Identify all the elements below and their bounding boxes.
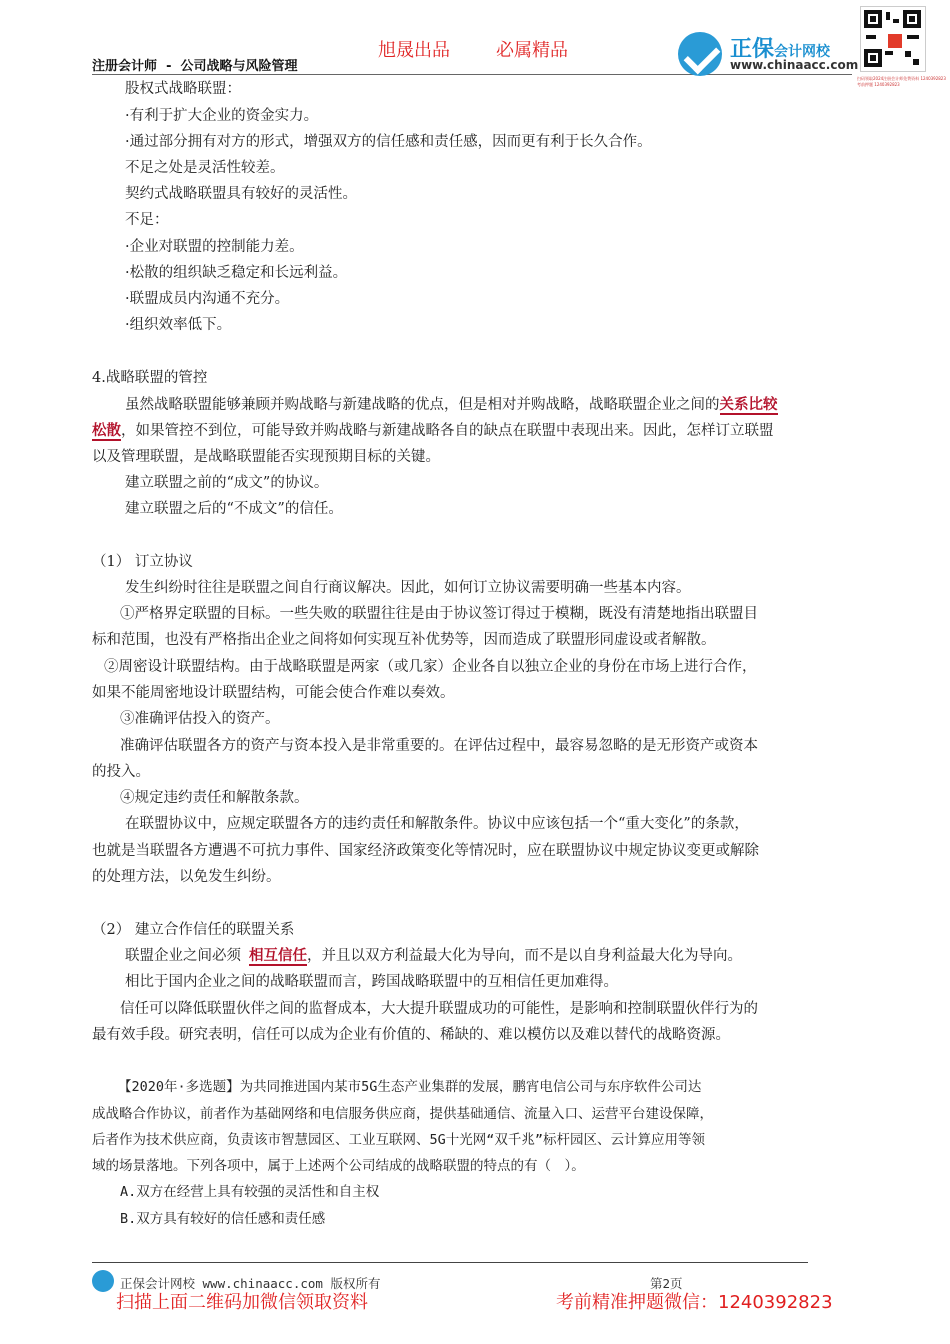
list-item: ·有利于扩大企业的资金实力。	[125, 108, 319, 124]
highlight-term: 关系比较	[719, 396, 778, 413]
option-b: B.双方具有较好的信任感和责任感	[120, 1211, 326, 1227]
subsection-title: （2） 建立合作信任的联盟关系	[92, 922, 295, 938]
logo-sub: 会计网校	[774, 44, 831, 60]
promo-left: 扫描上面二维码加微信领取资料	[116, 1292, 368, 1313]
footer-copyright: 正保会计网校 www.chinaacc.com 版权所有	[120, 1276, 381, 1291]
exam-question: 后者作为技术供应商，负责该市智慧园区、工业互联网、5G十光网“双千兆”标杆园区、云计算应用等领	[92, 1132, 706, 1148]
chinaacc-logo	[678, 28, 863, 78]
paragraph: 标和范围，也没有严格指出企业之间将如何实现互补优势等，因而造成了联盟形同虚设或者解散。	[92, 632, 716, 648]
paragraph: 的投入。	[92, 764, 150, 780]
paragraph: 准确评估联盟各方的资产与资本投入是非常重要的。在评估过程中，最容易忽略的是无形资产或资本	[120, 738, 758, 754]
paragraph: 虽然战略联盟能够兼顾并购战略与新建战略的优点，但是相对并购战略，战略联盟企业之间的关系比较	[125, 396, 778, 413]
highlight-term: 相互信任	[249, 947, 307, 964]
paragraph: ④规定违约责任和解散条款。	[120, 790, 309, 806]
paragraph: ②周密设计联盟结构。由于战略联盟是两家（或几家）企业各自以独立企业的身份在市场上进行合作，	[104, 659, 757, 675]
slogan-right: 必属精品	[496, 40, 568, 61]
logo-name: 正保	[730, 37, 775, 62]
paragraph: 如果不能周密地设计联盟结构，可能会使合作难以奏效。	[92, 685, 455, 701]
highlight-term: 松散	[92, 422, 121, 439]
logo-url: www.chinaacc.com	[730, 58, 859, 72]
equity-alliance-heading: 股权式战略联盟：	[125, 81, 241, 97]
qr-code-icon	[860, 6, 926, 72]
paragraph: 建立联盟之后的“不成文”的信任。	[125, 501, 343, 517]
list-item: ·松散的组织缺乏稳定和长远利益。	[125, 265, 348, 281]
paragraph: 松散，如果管控不到位，可能导致并购战略与新建战略各自的缺点在联盟中表现出来。因此，怎样订立联盟	[92, 422, 774, 439]
qr-caption: 扫码领取2024注册会计师免费资料 1240392823 考前押题 1240392823	[857, 76, 946, 87]
paragraph: 契约式战略联盟具有较好的灵活性。	[125, 186, 357, 202]
logo-check-icon	[678, 32, 722, 76]
slogan-left: 旭晟出品	[378, 40, 450, 61]
option-a: A.双方在经营上具有较强的灵活性和自主权	[120, 1184, 380, 1200]
page-number: 第2页	[650, 1276, 683, 1291]
exam-question: 成战略合作协议，前者作为基础网络和电信服务供应商，提供基础通信、流量入口、运营平台建设保障，	[92, 1106, 713, 1122]
paragraph: 联盟企业之间必须 相互信任，并且以双方利益最大化为导向，而不是以自身利益最大化为导向。	[125, 947, 742, 964]
exam-question: 域的场景落地。下列各项中，属于上述两个公司结成的战略联盟的特点的有（ ）。	[92, 1158, 585, 1174]
footer-logo-icon	[92, 1270, 114, 1292]
list-item: ·联盟成员内沟通不充分。	[125, 291, 290, 307]
paragraph: 以及管理联盟，是战略联盟能否实现预期目标的关键。	[92, 449, 440, 465]
course-title: 注册会计师 - 公司战略与风险管理	[92, 59, 298, 74]
paragraph: 最有效手段。研究表明，信任可以成为企业有价值的、稀缺的、难以模仿以及难以替代的战略资源。	[92, 1027, 730, 1043]
paragraph: 不足：	[125, 212, 169, 228]
paragraph: 建立联盟之前的“成文”的协议。	[125, 475, 329, 491]
footer-divider	[92, 1262, 808, 1263]
paragraph: ①严格界定联盟的目标。一些失败的联盟往往是由于协议签订得过于模糊，既没有清楚地指出联盟目	[120, 606, 758, 622]
paragraph: 不足之处是灵活性较差。	[125, 160, 285, 176]
paragraph: 的处理方法，以免发生纠纷。	[92, 869, 281, 885]
list-item: ·通过部分拥有对方的形式，增强双方的信任感和责任感，因而更有利于长久合作。	[125, 134, 652, 150]
paragraph: 信任可以降低联盟伙伴之间的监督成本，大大提升联盟成功的可能性，是影响和控制联盟伙伴行为的	[120, 1001, 758, 1017]
section-title: 4.战略联盟的管控	[92, 370, 208, 386]
list-item: ·组织效率低下。	[125, 317, 232, 333]
paragraph: 相比于国内企业之间的战略联盟而言，跨国战略联盟中的互相信任更加难得。	[125, 974, 618, 990]
subsection-title: （1） 订立协议	[92, 554, 193, 570]
paragraph: 发生纠纷时往往是联盟之间自行商议解决。因此，如何订立协议需要明确一些基本内容。	[125, 580, 691, 596]
exam-question: 【2020年·多选题】为共同推进国内某市5G生态产业集群的发展，鹏宵电信公司与东序软件公司达	[118, 1079, 702, 1095]
paragraph: 在联盟协议中，应规定联盟各方的违约责任和解散条件。协议中应该包括一个“重大变化”的条款，	[125, 816, 749, 832]
paragraph: ③准确评估投入的资产。	[120, 711, 280, 727]
promo-right: 考前精准押题微信：1240392823	[556, 1292, 833, 1313]
list-item: ·企业对联盟的控制能力差。	[125, 239, 304, 255]
paragraph: 也就是当联盟各方遭遇不可抗力事件、国家经济政策变化等情况时，应在联盟协议中规定协议变更或解除	[92, 843, 759, 859]
